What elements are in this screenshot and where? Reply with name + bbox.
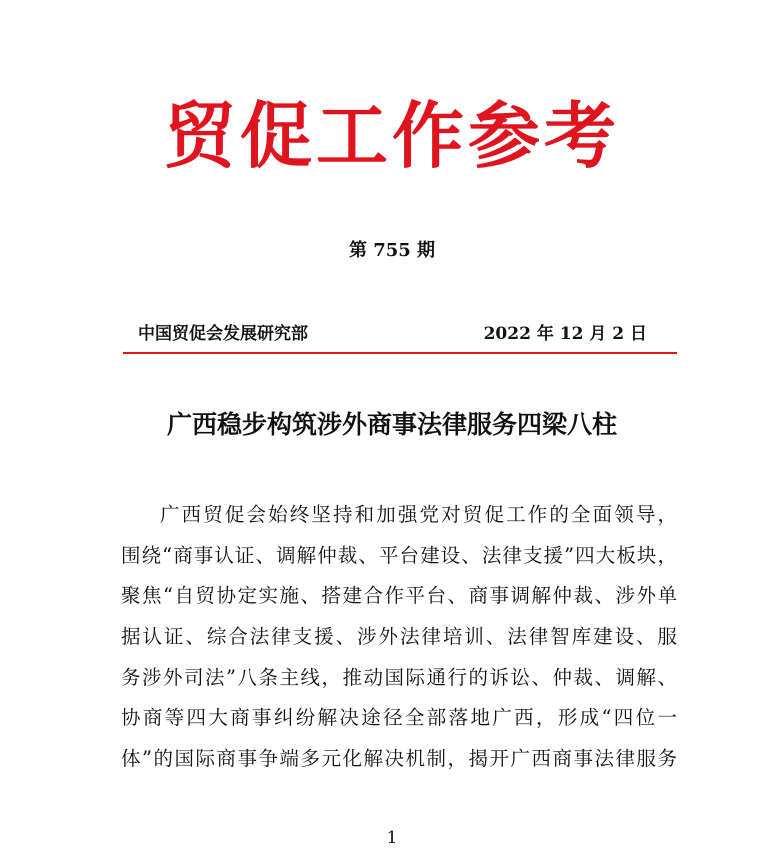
issue-number: 第 755 期 <box>348 240 436 261</box>
header-divider <box>123 352 677 354</box>
page-number: 1 <box>386 828 398 848</box>
masthead-title: 贸促工作参考 <box>163 93 620 178</box>
publication-date: 2022 年 12 月 2 日 <box>483 324 647 344</box>
body-line: 据认证、综合法律支援、涉外法律培训、法律智库建设、服 <box>121 625 677 649</box>
body-line: 务涉外司法”八条主线，推动国际通行的诉讼、仲裁、调解、 <box>121 665 677 689</box>
body-line: 体”的国际商事争端多元化解决机制，揭开广西商事法律服务 <box>121 747 677 771</box>
department-name: 中国贸促会发展研究部 <box>138 324 308 344</box>
body-line: 广西贸促会始终坚持和加强党对贸促工作的全面领导， <box>160 503 677 526</box>
article-headline: 广西稳步构筑涉外商事法律服务四梁八柱 <box>166 410 617 439</box>
body-line: 围绕“商事认证、调解仲裁、平台建设、法律支援”四大板块， <box>121 543 677 567</box>
article-body <box>121 495 677 780</box>
body-line: 聚焦“自贸协定实施、搭建合作平台、商事调解仲裁、涉外单 <box>121 584 677 608</box>
body-line: 协商等四大商事纠纷解决途径全部落地广西，形成“四位一 <box>121 706 677 730</box>
